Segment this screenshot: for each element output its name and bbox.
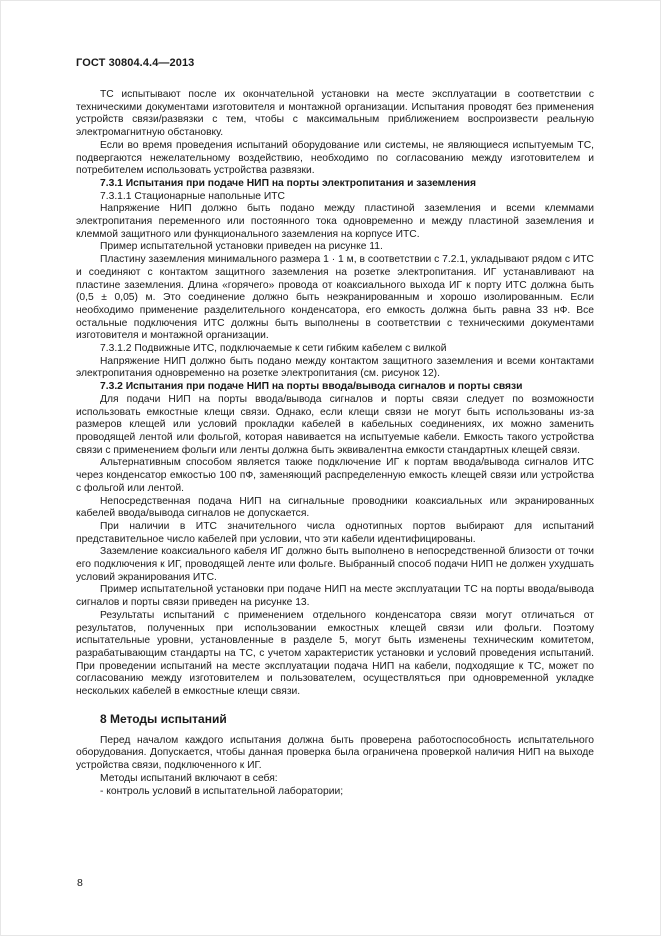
paragraph: При наличии в ИТС значительного числа однотипных портов выбирают для испытаний представительное число кабелей при условии, что эти кабели идентифицированы.	[76, 520, 594, 545]
paragraph: Пример испытательной установки при подаче НИП на месте эксплуатации ТС на порты ввода/вывода сигналов и порты связи приведен на рисунке 13.	[76, 584, 594, 609]
running-header: ГОСТ 30804.4.4—2013	[76, 57, 195, 69]
paragraph: Для подачи НИП на порты ввода/вывода сигналов и порты связи следует по возможности использовать емкостные клещи связи. Однако, если клещи связи не могут быть использованы из-за размеров клещей или условий прокладки кабелей в кабельных соединениях, их можно заменить проводящей лентой или фольгой, которая навивается на испытуемые кабели. Емкость такого устройства связи с применением фольги или ленты должна быть эквивалентна емкости стандартных клещей связи.	[76, 393, 594, 456]
list-item: - контроль условий в испытательной лаборатории;	[100, 785, 344, 797]
paragraph: Заземление коаксиального кабеля ИГ должно быть выполнено в непосредственной близости от точки его подключения к ИГ, проводящей ленте или фольге. Выбранный способ подачи НИП не должен ухудшать условий экранирования ИТС.	[76, 546, 594, 583]
section-heading-8: 8 Методы испытаний	[100, 711, 227, 726]
paragraph: Непосредственная подача НИП на сигнальные проводники коаксиальных или экранированных кабелей ввода/вывода сигналов не допускается.	[76, 495, 594, 520]
paragraph: Если во время проведения испытаний оборудование или системы, не являющиеся испытуемым ТС, подвергаются нежелательному воздействию, необходимо по согласованию между изготовителем и потребителем использовать устройства развязки.	[76, 139, 594, 177]
subclause-heading-7-3-2: 7.3.2 Испытания при подаче НИП на порты ввода/вывода сигналов и порты связи	[100, 381, 523, 393]
paragraph: Методы испытаний включают в себя:	[100, 772, 278, 784]
subclause-heading-7-3-1: 7.3.1 Испытания при подаче НИП на порты электропитания и заземления	[100, 177, 476, 189]
page-number: 8	[77, 877, 83, 889]
paragraph: Перед началом каждого испытания должна быть проверена работоспособность испытательного оборудования. Допускается, чтобы данная проверка была ограничена проверкой наличия НИП на выходе устройства связи, подключенного к ИГ.	[76, 734, 594, 772]
paragraph: Пример испытательной установки приведен на рисунке 11.	[100, 241, 383, 253]
paragraph: ТС испытывают после их окончательной установки на месте эксплуатации в соответствии с техническими документами изготовителя и монтажной организации. Испытания проводят без применения устройств связи/развязки с тем, чтобы с максимальным приближением воспроизвести реальную электромагнитную обстановку.	[76, 89, 594, 139]
subclause-heading-7-3-1-1: 7.3.1.1 Стационарные напольные ИТС	[100, 190, 285, 202]
paragraph: Пластину заземления минимального размера 1 · 1 м, в соответствии с 7.2.1, укладывают рядом с ИТС и соединяют с контактом защитного заземления на розетке электропитания. ИГ устанавливают на пластине заземления. Длина «горячего» провода от коаксиального выхода ИГ к порту ИТС должна быть (0,5 ± 0,05) м. Это соединение должно быть неэкранированным и хорошо изолированным. Если необходимо применение разделительного конденсатора, его емкость должна быть равна 33 нФ. Все остальные подключения ИТС должны быть выполнены в соответствии с техническими документами изготовителя и монтажной организации.	[76, 254, 594, 342]
document-body	[76, 89, 594, 798]
paragraph: Альтернативным способом является также подключение ИГ к портам ввода/вывода сигналов ИТС через конденсатор емкостью 100 пФ, заменяющий распределенную емкость клещей связи или устройства с фольгой или лентой.	[76, 457, 594, 494]
paragraph: Результаты испытаний с применением отдельного конденсатора связи могут отличаться от результатов, полученных при использовании емкостных клещей связи или фольги. Поэтому испытательные уровни, установленные в разделе 5, могут быть изменены техническим комитетом, разрабатывающим стандарты на ТС, с учетом характеристик установки и условий проведения испытаний. При проведении испытаний на месте эксплуатации подача НИП на кабели, подходящие к ТС, может по согласованию между изготовителем и пользователем, осуществляться при одновременной укладке нескольких кабелей в емкостные клещи связи.	[76, 609, 594, 698]
subclause-heading-7-3-1-2: 7.3.1.2 Подвижные ИТС, подключаемые к сети гибким кабелем с вилкой	[100, 343, 447, 355]
paragraph: Напряжение НИП должно быть подано между пластиной заземления и всеми клеммами электропитания переменного или постоянного тока одновременно и между пластиной заземления и клеммой защитного или функционального заземления на корпусе ИТС.	[76, 203, 594, 240]
paragraph: Напряжение НИП должно быть подано между контактом защитного заземления и всеми контактами электропитания одновременно на розетке электропитания (см. рисунок 12).	[76, 355, 594, 380]
